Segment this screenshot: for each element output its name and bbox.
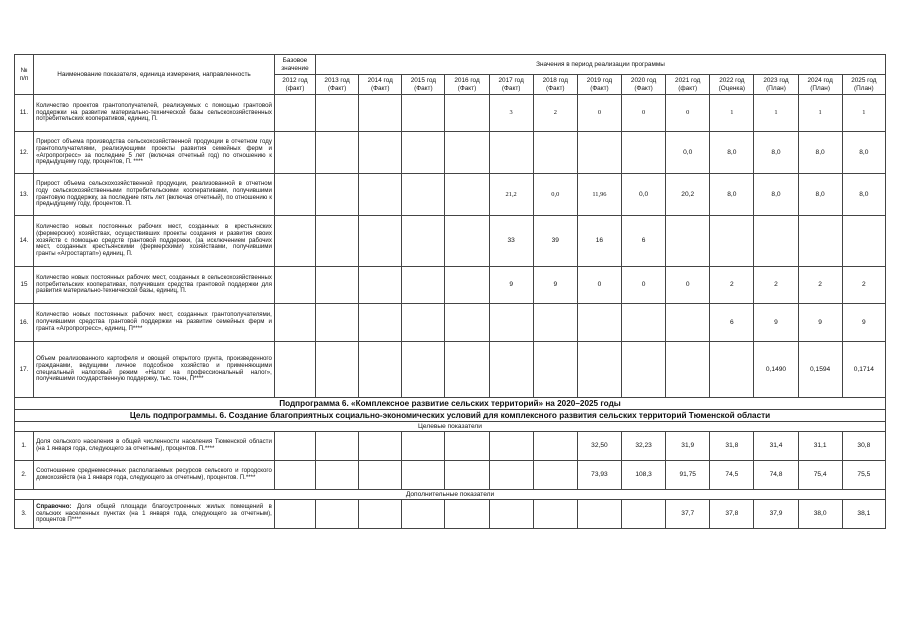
table-row xyxy=(15,132,886,174)
value-cell: 8,0 xyxy=(710,132,754,174)
value-cell xyxy=(359,432,402,461)
value-cell: 8,0 xyxy=(754,132,798,174)
value-cell xyxy=(359,267,402,304)
value-cell: 38,0 xyxy=(798,500,842,529)
year-header-4 xyxy=(445,75,489,95)
value-cell xyxy=(316,174,359,216)
value-cell xyxy=(445,432,489,461)
value-cell xyxy=(445,174,489,216)
value-cell xyxy=(445,500,489,529)
row-number: 1. xyxy=(15,432,34,461)
indicator-name: Прирост объема производства сельскохозяйственной продукции в отчетном году грантополучателями, реализующими проекты развития семейных ферм и «Агропрогресс» за последние 5 лет (включая отчетный год) по отношению к предыдущему году, процентов, П. **** xyxy=(34,132,275,174)
year-type-label: (Факт) xyxy=(546,84,565,92)
year-type-label: (План) xyxy=(854,84,874,92)
value-cell: 0,0 xyxy=(666,132,710,174)
value-cell xyxy=(622,132,666,174)
value-cell xyxy=(274,461,315,490)
year-header-3 xyxy=(402,75,445,95)
value-cell: 9 xyxy=(842,304,885,342)
value-cell: 75,4 xyxy=(798,461,842,490)
year-header-0 xyxy=(274,75,315,95)
value-cell xyxy=(622,500,666,529)
value-cell: 32,23 xyxy=(622,432,666,461)
value-cell: 9 xyxy=(489,267,533,304)
year-type-label: (факт) xyxy=(285,84,305,92)
row-number: 17. xyxy=(15,342,34,398)
value-cell xyxy=(489,500,533,529)
value-cell xyxy=(402,95,445,132)
value-cell xyxy=(533,304,577,342)
value-cell xyxy=(359,216,402,267)
value-cell: 8,0 xyxy=(842,174,885,216)
value-cell: 74,8 xyxy=(754,461,798,490)
indicator-name xyxy=(34,500,275,529)
value-cell: 0,1594 xyxy=(798,342,842,398)
value-cell: 2 xyxy=(533,95,577,132)
value-cell: 0 xyxy=(577,267,621,304)
indicator-note-label: Справочно: xyxy=(36,502,72,510)
value-cell: 91,75 xyxy=(666,461,710,490)
value-cell xyxy=(274,432,315,461)
value-cell xyxy=(577,132,621,174)
year-label: 2016 год xyxy=(454,77,480,85)
value-cell xyxy=(577,304,621,342)
value-cell: 20,2 xyxy=(666,174,710,216)
value-cell: 30,8 xyxy=(842,432,885,461)
year-header-5 xyxy=(489,75,533,95)
value-cell: 37,7 xyxy=(666,500,710,529)
year-label: 2023 год xyxy=(763,77,789,85)
year-label: 2017 год xyxy=(498,77,524,85)
year-type-label: (Факт) xyxy=(501,84,521,92)
row-number: 16. xyxy=(15,304,34,342)
value-cell: 0 xyxy=(577,95,621,132)
table-row xyxy=(15,95,886,132)
value-cell: 16 xyxy=(577,216,621,267)
value-cell: 9 xyxy=(754,304,798,342)
value-cell: 9 xyxy=(798,304,842,342)
subprogram-goal: Цель подпрограммы. 6. Создание благоприятных социально-экономических условий для комплексного развития сельских территорий Тюменской области xyxy=(15,410,886,422)
value-cell xyxy=(533,132,577,174)
value-cell: 1 xyxy=(754,95,798,132)
indicator-name: Объем реализованного картофеля и овощей открытого грунта, произведенного гражданами, ведущими личное подсобное хозяйство и применяющими специальный налоговый режим «Налог на профессиональный налог», получившими государственную поддержку, тыс. тонн, П**** xyxy=(34,342,275,398)
value-cell xyxy=(445,342,489,398)
subprogram-title-row xyxy=(15,398,886,410)
value-cell: 38,1 xyxy=(842,500,885,529)
indicator-name-text: Доля общей площади благоустроенных жилых помещений в сельских населенных пунктах (на 1 января года, следующего за отчетным), процентов П**** xyxy=(36,502,272,524)
value-cell xyxy=(754,216,798,267)
year-header-10 xyxy=(710,75,754,95)
value-cell xyxy=(402,304,445,342)
year-header-12 xyxy=(798,75,842,95)
table-row xyxy=(15,267,886,304)
value-cell xyxy=(489,461,533,490)
value-cell xyxy=(445,304,489,342)
value-cell xyxy=(359,500,402,529)
value-cell xyxy=(274,267,315,304)
value-cell: 2 xyxy=(754,267,798,304)
value-cell: 8,0 xyxy=(754,174,798,216)
value-cell: 75,5 xyxy=(842,461,885,490)
section-extra-row xyxy=(15,490,886,500)
value-cell: 39 xyxy=(533,216,577,267)
value-cell xyxy=(533,461,577,490)
value-cell xyxy=(798,216,842,267)
year-header-2 xyxy=(359,75,402,95)
year-type-label: (Оценка) xyxy=(718,84,746,92)
year-type-label: (Факт) xyxy=(590,84,609,92)
year-label: 2024 год xyxy=(807,77,833,85)
value-cell xyxy=(402,267,445,304)
year-label: 2025 год xyxy=(851,77,877,85)
subprogram-title: Подпрограмма 6. «Комплексное развитие сельских территорий» на 2020–2025 годы xyxy=(15,398,886,410)
value-cell: 8,0 xyxy=(798,174,842,216)
year-label: 2013 год xyxy=(324,77,350,85)
year-header-8 xyxy=(622,75,666,95)
value-cell xyxy=(359,304,402,342)
value-cell: 6 xyxy=(710,304,754,342)
year-label: 2020 год xyxy=(630,77,657,85)
value-cell: 37,9 xyxy=(754,500,798,529)
value-cell: 0 xyxy=(666,267,710,304)
year-header-1 xyxy=(316,75,359,95)
value-cell xyxy=(274,216,315,267)
col-header-number: № п/п xyxy=(15,55,34,95)
value-cell: 0 xyxy=(622,267,666,304)
table-row xyxy=(15,304,886,342)
year-label: 2014 год xyxy=(367,77,393,85)
value-cell xyxy=(359,461,402,490)
value-cell xyxy=(359,174,402,216)
value-cell xyxy=(710,216,754,267)
indicator-table-sheet xyxy=(14,54,886,529)
value-cell xyxy=(274,132,315,174)
value-cell xyxy=(316,500,359,529)
year-label: 2022 год xyxy=(719,77,745,85)
value-cell: 31,8 xyxy=(710,432,754,461)
value-cell: 21,2 xyxy=(489,174,533,216)
year-type-label: (План) xyxy=(766,84,786,92)
value-cell xyxy=(316,432,359,461)
col-header-name: Наименование показателя, единица измерения, направленность xyxy=(34,55,275,95)
indicator-name: Прирост объема сельскохозяйственной продукции, реализованной в отчетном году сельскохозяйственными потребительскими кооперативами, получившими грантовую поддержку, за последние пять лет (включая отчетный), по отношению к предыдущему году, процентов. П. xyxy=(34,174,275,216)
value-cell xyxy=(710,342,754,398)
row-number: 15 xyxy=(15,267,34,304)
row-number: 13. xyxy=(15,174,34,216)
value-cell: 31,9 xyxy=(666,432,710,461)
year-label: 2018 год xyxy=(542,77,568,85)
value-cell: 33 xyxy=(489,216,533,267)
value-cell xyxy=(274,174,315,216)
value-cell: 6 xyxy=(622,216,666,267)
value-cell xyxy=(316,95,359,132)
year-header-9 xyxy=(666,75,710,95)
value-cell: 0 xyxy=(622,95,666,132)
value-cell xyxy=(316,267,359,304)
year-type-label: (Факт) xyxy=(414,84,433,92)
value-cell: 11,96 xyxy=(577,174,621,216)
value-cell: 32,50 xyxy=(577,432,621,461)
year-type-label: (факт) xyxy=(678,84,698,92)
value-cell xyxy=(402,132,445,174)
year-header-7 xyxy=(577,75,621,95)
value-cell xyxy=(533,500,577,529)
row-number: 3. xyxy=(15,500,34,529)
value-cell xyxy=(489,342,533,398)
value-cell: 0,1714 xyxy=(842,342,885,398)
value-cell: 3 xyxy=(489,95,533,132)
year-type-label: (Факт) xyxy=(327,84,347,92)
value-cell: 0 xyxy=(666,95,710,132)
value-cell xyxy=(402,500,445,529)
value-cell xyxy=(533,432,577,461)
indicator-name: Количество новых постоянных рабочих мест, созданных в крестьянских (фермерских) хозяйствах, осуществивших проекты создания и развития своих хозяйств с помощью средств грантовой поддержки, (за исключением рабочих мест, созданных крестьянскими (фермерскими) хозяйствами, получившими гранты «Агростартап») единиц, П. xyxy=(34,216,275,267)
value-cell xyxy=(316,132,359,174)
table-row xyxy=(15,342,886,398)
section-target-row xyxy=(15,422,886,432)
table-row xyxy=(15,500,886,529)
value-cell xyxy=(402,461,445,490)
indicator-name: Соотношение среднемесячных располагаемых ресурсов сельского и городского домохозяйств (на 1 января года, следующего за отчетным), процентов. П.**** xyxy=(34,461,275,490)
year-type-label: (Факт) xyxy=(370,84,390,92)
row-number: 11. xyxy=(15,95,34,132)
year-header-6 xyxy=(533,75,577,95)
row-number: 2. xyxy=(15,461,34,490)
year-type-label: (Факт) xyxy=(457,84,477,92)
value-cell: 37,8 xyxy=(710,500,754,529)
value-cell xyxy=(359,95,402,132)
value-cell xyxy=(666,342,710,398)
value-cell: 2 xyxy=(710,267,754,304)
value-cell xyxy=(445,216,489,267)
value-cell: 0,1490 xyxy=(754,342,798,398)
value-cell xyxy=(666,304,710,342)
table-row xyxy=(15,174,886,216)
value-cell xyxy=(316,304,359,342)
value-cell: 0,0 xyxy=(533,174,577,216)
value-cell xyxy=(577,500,621,529)
year-label: 2019 год xyxy=(586,77,613,85)
indicator-table-body xyxy=(15,95,886,529)
indicator-table xyxy=(14,54,886,529)
value-cell xyxy=(489,432,533,461)
value-cell xyxy=(622,342,666,398)
value-cell: 74,5 xyxy=(710,461,754,490)
col-header-period: Значения в период реализации программы xyxy=(316,55,886,75)
value-cell: 2 xyxy=(842,267,885,304)
year-type-label: (Факт) xyxy=(634,84,653,92)
indicator-name: Количество новых постоянных рабочих мест, созданных грантополучателями, получившими средства грантовой поддержки на развитие семейных ферм и гранта «Агропрогресс», единиц, П**** xyxy=(34,304,275,342)
value-cell xyxy=(274,500,315,529)
year-label: 2012 год xyxy=(282,77,308,85)
table-row xyxy=(15,216,886,267)
value-cell xyxy=(577,342,621,398)
value-cell xyxy=(359,342,402,398)
value-cell xyxy=(316,342,359,398)
table-row xyxy=(15,461,886,490)
table-row xyxy=(15,432,886,461)
col-header-base: Базовое значение xyxy=(274,55,315,75)
value-cell xyxy=(445,95,489,132)
value-cell: 1 xyxy=(842,95,885,132)
year-header-11 xyxy=(754,75,798,95)
value-cell: 1 xyxy=(710,95,754,132)
value-cell xyxy=(359,132,402,174)
value-cell xyxy=(666,216,710,267)
year-label: 2021 год xyxy=(675,77,701,85)
year-label: 2015 год xyxy=(410,77,437,85)
indicator-name: Количество проектов грантополучателей, реализуемых с помощью грантовой поддержки на развитие материально-технической базы сельскохозяйственных потребительских кооперативов, единиц, П. xyxy=(34,95,275,132)
value-cell: 1 xyxy=(798,95,842,132)
value-cell xyxy=(274,304,315,342)
value-cell: 8,0 xyxy=(798,132,842,174)
value-cell: 8,0 xyxy=(842,132,885,174)
row-number: 14. xyxy=(15,216,34,267)
value-cell: 73,93 xyxy=(577,461,621,490)
value-cell: 0,0 xyxy=(622,174,666,216)
value-cell xyxy=(445,267,489,304)
value-cell xyxy=(402,174,445,216)
value-cell xyxy=(445,461,489,490)
value-cell: 9 xyxy=(533,267,577,304)
row-number: 12. xyxy=(15,132,34,174)
value-cell xyxy=(274,342,315,398)
value-cell xyxy=(316,216,359,267)
value-cell xyxy=(489,304,533,342)
value-cell: 31,1 xyxy=(798,432,842,461)
value-cell xyxy=(445,132,489,174)
value-cell xyxy=(274,95,315,132)
subprogram-goal-row xyxy=(15,410,886,422)
section-target: Целевые показатели xyxy=(15,422,886,432)
value-cell: 108,3 xyxy=(622,461,666,490)
indicator-name: Количество новых постоянных рабочих мест, созданных в сельскохозяйственных потребительских кооперативах, получивших средства грантовой поддержки для развития материально-технической базы, единиц, П. xyxy=(34,267,275,304)
value-cell xyxy=(402,342,445,398)
value-cell xyxy=(533,342,577,398)
value-cell xyxy=(402,216,445,267)
value-cell xyxy=(842,216,885,267)
value-cell: 8,0 xyxy=(710,174,754,216)
value-cell xyxy=(622,304,666,342)
value-cell xyxy=(402,432,445,461)
year-header-13 xyxy=(842,75,885,95)
year-type-label: (План) xyxy=(810,84,830,92)
value-cell: 31,4 xyxy=(754,432,798,461)
value-cell xyxy=(489,132,533,174)
value-cell: 2 xyxy=(798,267,842,304)
section-extra: Дополнительные показатели xyxy=(15,490,886,500)
indicator-name: Доля сельского населения в общей численности населения Тюменской области (на 1 января года, следующего за отчетным), процентов. П.**** xyxy=(34,432,275,461)
value-cell xyxy=(316,461,359,490)
